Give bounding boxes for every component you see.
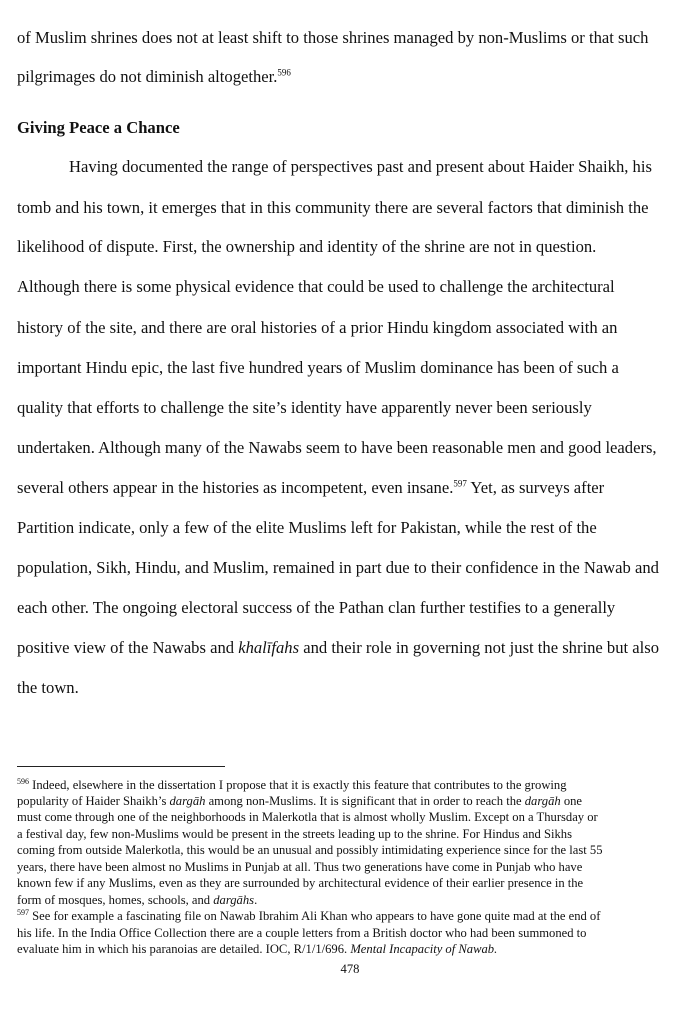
footnote-line: his life. In the India Office Collection there are a couple letters from a British doctor who had been summoned to xyxy=(17,926,587,940)
footnote-line: coming from outside Malerkotla, this would be an unusual and possibly intimidating experience since for the last 55 xyxy=(17,843,603,857)
footnote-number: 597 xyxy=(17,907,29,917)
footnote-line: known few if any Muslims, even as they are surrounded by architectural evidence of their earlier presence in the xyxy=(17,876,584,890)
body-line: the town. xyxy=(17,678,79,697)
footnote-line: popularity of Haider Shaikh’s dargāh among non-Muslims. It is significant that in order to reach the dargāh one xyxy=(17,794,583,808)
footnote-separator xyxy=(17,766,225,767)
body-line: population, Sikh, Hindu, and Muslim, remained in part due to their confidence in the Nawab and xyxy=(17,558,659,577)
footnote-reference[interactable]: 597 xyxy=(453,478,467,489)
footnote-reference[interactable]: 596 xyxy=(277,67,291,78)
footnote-line: years, there have been almost no Muslims in Punjab at all. Thus two generations have come in Punjab who have xyxy=(17,860,583,874)
page-number: 478 xyxy=(340,962,360,976)
footnote-line: a festival day, few non-Muslims would be present in the streets leading up to the shrine. For Hindus and Sikhs xyxy=(17,827,572,841)
body-line: Having documented the range of perspectives past and present about Haider Shaikh, his xyxy=(69,157,652,176)
body-line: tomb and his town, it emerges that in this community there are several factors that diminish the xyxy=(17,198,649,217)
body-line: likelihood of dispute. First, the ownership and identity of the shrine are not in question. xyxy=(17,237,597,256)
body-line: undertaken. Although many of the Nawabs seem to have been reasonable men and good leaders, xyxy=(17,438,657,457)
body-line: of Muslim shrines does not at least shift to those shrines managed by non-Muslims or that such xyxy=(17,28,649,47)
body-line: each other. The ongoing electoral success of the Pathan clan further testifies to a generally xyxy=(17,598,616,617)
body-line: important Hindu epic, the last five hundred years of Muslim dominance has been of such a xyxy=(17,358,619,377)
footnote-line: evaluate him in which his paranoias are detailed. IOC, R/1/1/696. Mental Incapacity of Nawab. xyxy=(17,942,498,956)
body-line: quality that efforts to challenge the site’s identity have apparently never been seriously xyxy=(17,398,592,417)
body-line: Partition indicate, only a few of the elite Muslims left for Pakistan, while the rest of the xyxy=(17,518,597,537)
footnote-number: 596 xyxy=(17,776,29,786)
body-line: history of the site, and there are oral histories of a prior Hindu kingdom associated with an xyxy=(17,318,618,337)
footnote-line: $^{597}$ See for example a fascinating file on Nawab Ibrahim Ali Khan who appears to have gone quite mad at the end of xyxy=(17,907,601,923)
body-line: several others appear in the histories as incompetent, even insane.$^{597}$ Yet, as surveys after xyxy=(17,478,605,497)
footnote-line: $^{596}$ Indeed, elsewhere in the dissertation I propose that it is exactly this feature that contributes to the growing xyxy=(17,776,567,792)
italic-term: khalīfahs xyxy=(238,638,300,657)
section-heading: Giving Peace a Chance xyxy=(17,118,180,137)
footnote-line: form of mosques, homes, schools, and dargāhs. xyxy=(17,893,258,907)
body-line: pilgrimages do not diminish altogether.$^{596}$ xyxy=(17,67,291,86)
body-line: positive view of the Nawabs and khalīfahs and their role in governing not just the shrine but also xyxy=(17,638,659,657)
footnote-line: must come through one of the neighborhoods in Malerkotla that is almost wholly Muslim. Except on a Thursday or xyxy=(17,810,598,824)
body-line: Although there is some physical evidence that could be used to challenge the architectural xyxy=(17,277,615,296)
